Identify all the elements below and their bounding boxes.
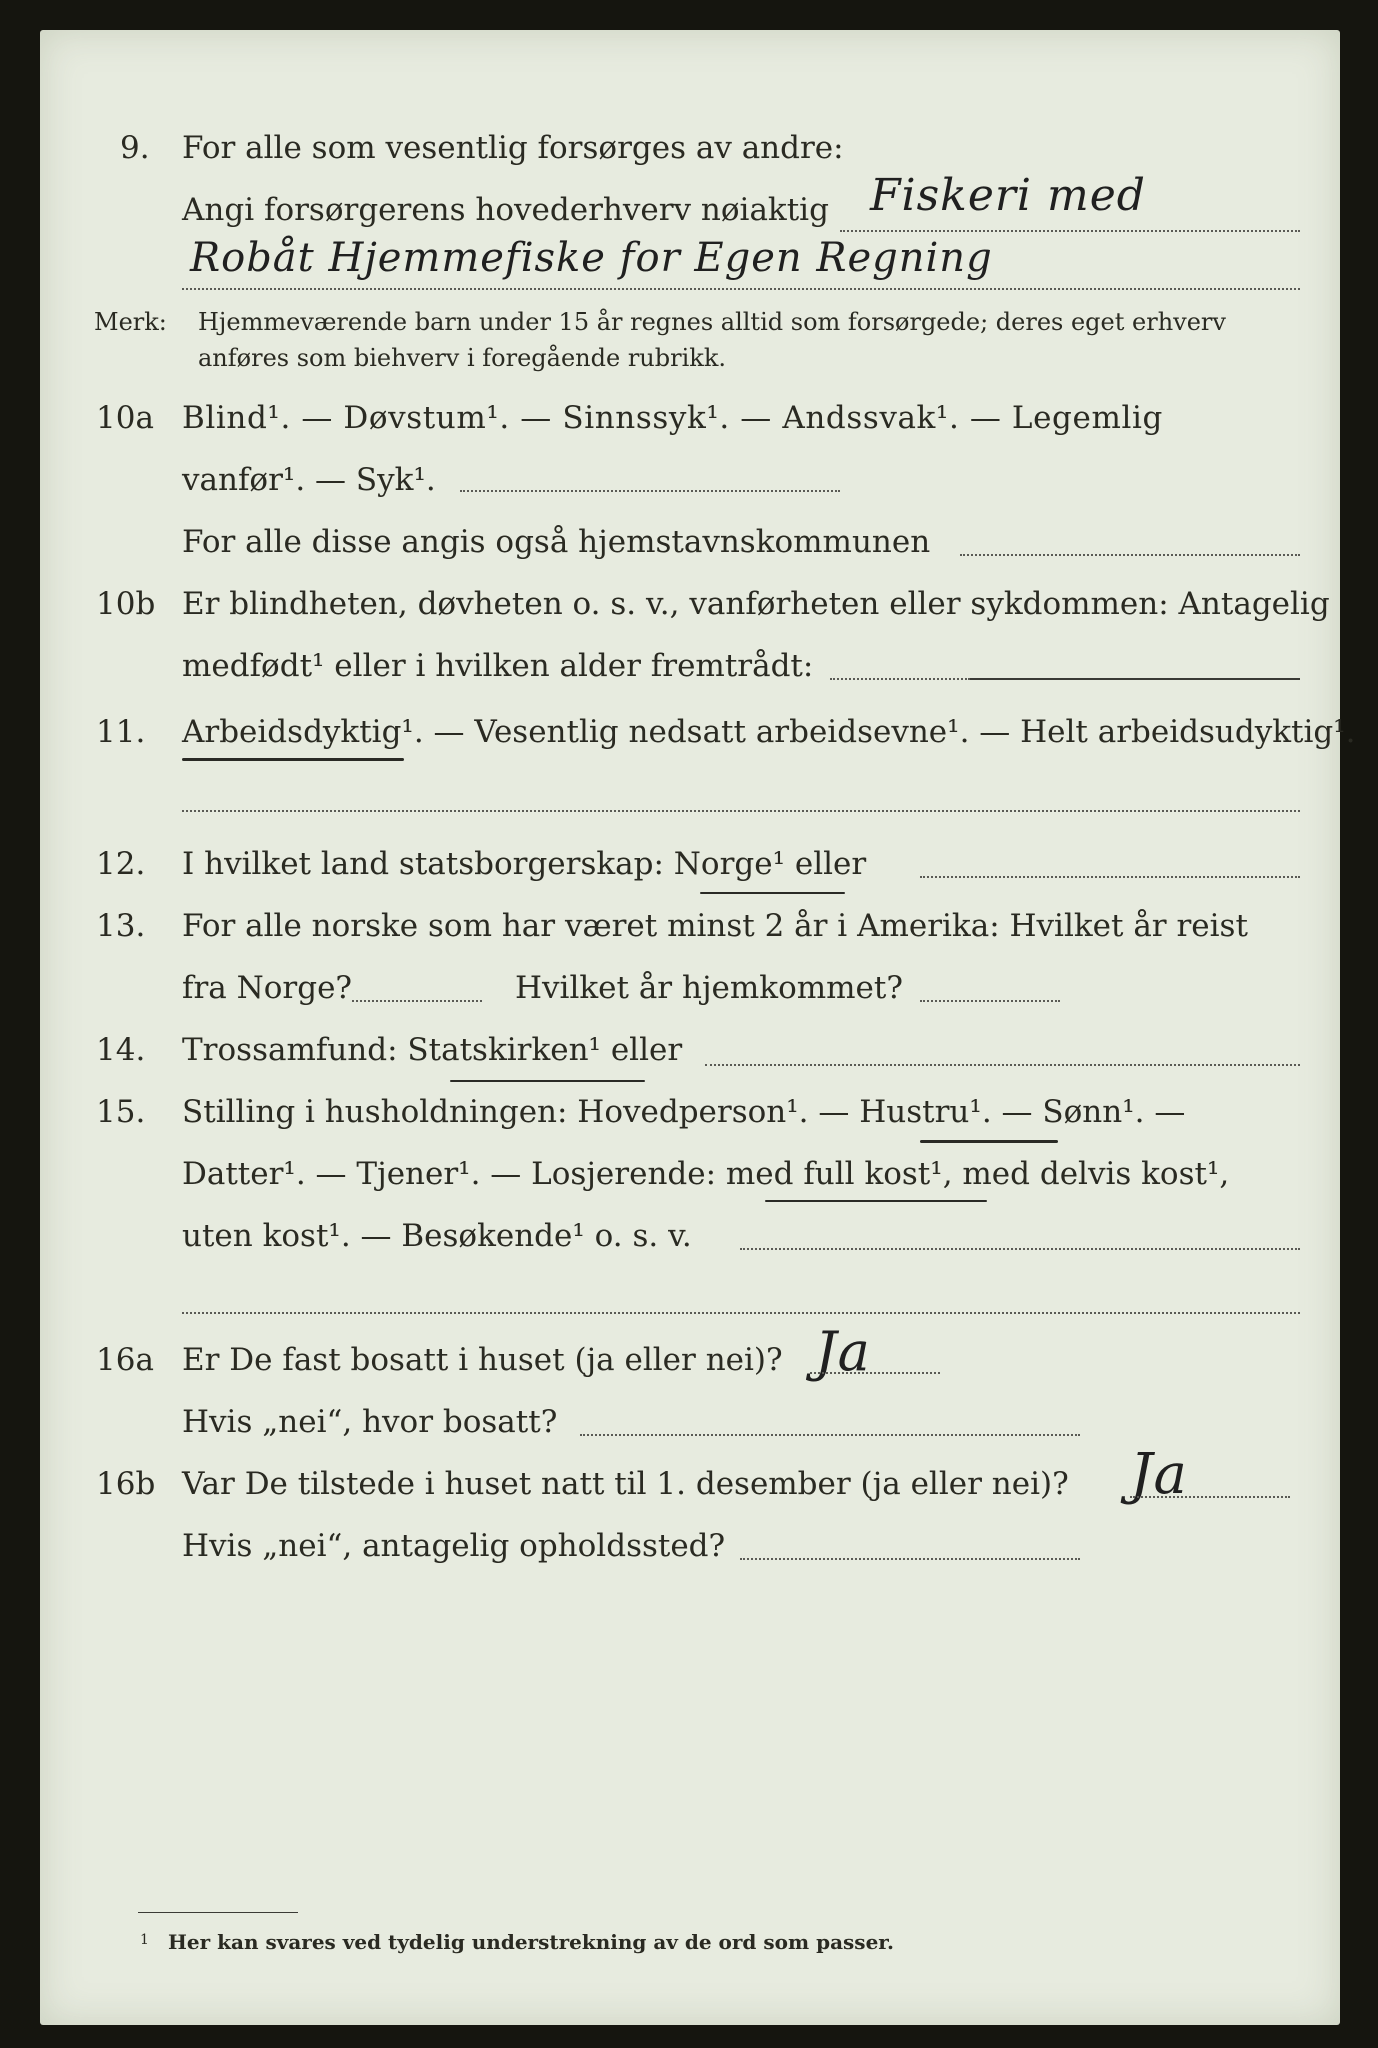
q13-answer-line-2 bbox=[920, 1000, 1060, 1002]
q11-number: 11. bbox=[96, 714, 146, 750]
q10b-answer-dotted bbox=[830, 678, 970, 680]
q15-hustru-underline bbox=[920, 1140, 1058, 1143]
q16b-handwriting: Ja bbox=[1130, 1442, 1188, 1507]
q15-answer-line-1 bbox=[740, 1248, 1300, 1250]
q10a-answer-line-1 bbox=[460, 490, 840, 492]
q13-number: 13. bbox=[96, 908, 146, 944]
q15-kost-underline bbox=[765, 1200, 987, 1202]
q15-line-1: Stilling i husholdningen: Hovedperson¹. — Hustru¹. — Sønn¹. — bbox=[182, 1094, 1186, 1130]
q12-line-1: I hvilket land statsborgerskap: Norge¹ eller bbox=[182, 846, 867, 882]
q11-line-1: Arbeidsdyktig¹. — Vesentlig nedsatt arbeidsevne¹. — Helt arbeidsudyktig¹. bbox=[182, 714, 1356, 750]
q16a-answer-line-2 bbox=[580, 1434, 1080, 1436]
q13-line-1: For alle norske som har været minst 2 år i Amerika: Hvilket år reist bbox=[182, 908, 1248, 944]
q16b-number: 16b bbox=[96, 1466, 156, 1502]
q10b-line-2: medfødt¹ eller i hvilken alder fremtrådt: bbox=[182, 648, 814, 684]
q10a-number: 10a bbox=[96, 400, 154, 436]
q9-number: 9. bbox=[120, 130, 150, 166]
q16a-line-1: Er De fast bosatt i huset (ja eller nei)? bbox=[182, 1342, 783, 1378]
q16a-answer-line-1 bbox=[810, 1372, 940, 1374]
q9-handwriting-2: Robåt Hjemmefiske for Egen Regning bbox=[190, 235, 993, 281]
form-page bbox=[40, 30, 1356, 2025]
q16b-line-1: Var De tilstede i huset natt til 1. desember (ja eller nei)? bbox=[182, 1466, 1069, 1502]
q9-line-2: Angi forsørgerens hovederhverv nøiaktig bbox=[182, 192, 829, 228]
q16b-line-2: Hvis „nei“, antagelig opholdssted? bbox=[182, 1528, 726, 1564]
q10a-line-1: Blind¹. — Døvstum¹. — Sinnssyk¹. — Andssvak¹. — Legemlig bbox=[182, 400, 1163, 436]
merk-label: Merk: bbox=[94, 308, 167, 336]
q14-selection-underline bbox=[450, 1080, 645, 1082]
footnote-mark: 1 bbox=[140, 1932, 149, 1948]
q16b-answer-line-2 bbox=[740, 1558, 1080, 1560]
footnote-separator bbox=[138, 1912, 298, 1913]
merk-line-2: anføres som biehverv i foregående rubrikk. bbox=[198, 344, 726, 372]
q14-line-1: Trossamfund: Statskirken¹ eller bbox=[182, 1032, 683, 1068]
footnote-text: Her kan svares ved tydelig understrekning av de ord som passer. bbox=[168, 1930, 894, 1954]
q13-line-2b: Hvilket år hjemkommet? bbox=[515, 970, 903, 1006]
q12-answer-line bbox=[920, 876, 1300, 878]
q12-number: 12. bbox=[96, 846, 146, 882]
q10b-line-1: Er blindheten, døvheten o. s. v., vanførheten eller sykdommen: Antagelig bbox=[182, 586, 1330, 622]
q11-selection-underline bbox=[182, 758, 404, 761]
q9-answer-line-1 bbox=[840, 230, 1300, 232]
q16a-number: 16a bbox=[96, 1342, 154, 1378]
q10a-line-2: vanfør¹. — Syk¹. bbox=[182, 462, 436, 498]
q10a-line-3: For alle disse angis også hjemstavnskommunen bbox=[182, 524, 931, 560]
q10a-answer-line-2 bbox=[960, 554, 1300, 556]
merk-line-1: Hjemmeværende barn under 15 år regnes alltid som forsørgede; deres eget erhverv bbox=[198, 308, 1226, 336]
q9-answer-line-2 bbox=[182, 288, 1300, 290]
q14-answer-line bbox=[705, 1064, 1300, 1066]
q9-handwriting-1: Fiskeri med bbox=[870, 170, 1146, 221]
q14-number: 14. bbox=[96, 1032, 146, 1068]
q16b-answer-line-1 bbox=[1130, 1496, 1290, 1498]
q15-number: 15. bbox=[96, 1094, 146, 1130]
q15-line-3: uten kost¹. — Besøkende¹ o. s. v. bbox=[182, 1218, 692, 1254]
q13-line-2a: fra Norge? bbox=[182, 970, 353, 1006]
q15-answer-line-2 bbox=[182, 1312, 1300, 1314]
q9-line-1: For alle som vesentlig forsørges av andre: bbox=[182, 130, 844, 166]
q16a-handwriting: Ja bbox=[815, 1320, 871, 1383]
q12-selection-underline bbox=[700, 892, 845, 894]
q10b-number: 10b bbox=[96, 586, 156, 622]
q15-line-2: Datter¹. — Tjener¹. — Losjerende: med full kost¹, med delvis kost¹, bbox=[182, 1156, 1230, 1192]
q11-answer-line bbox=[182, 810, 1300, 812]
q10b-answer-line bbox=[970, 678, 1300, 680]
q16a-line-2: Hvis „nei“, hvor bosatt? bbox=[182, 1404, 558, 1440]
q13-answer-line-1 bbox=[352, 1000, 482, 1002]
